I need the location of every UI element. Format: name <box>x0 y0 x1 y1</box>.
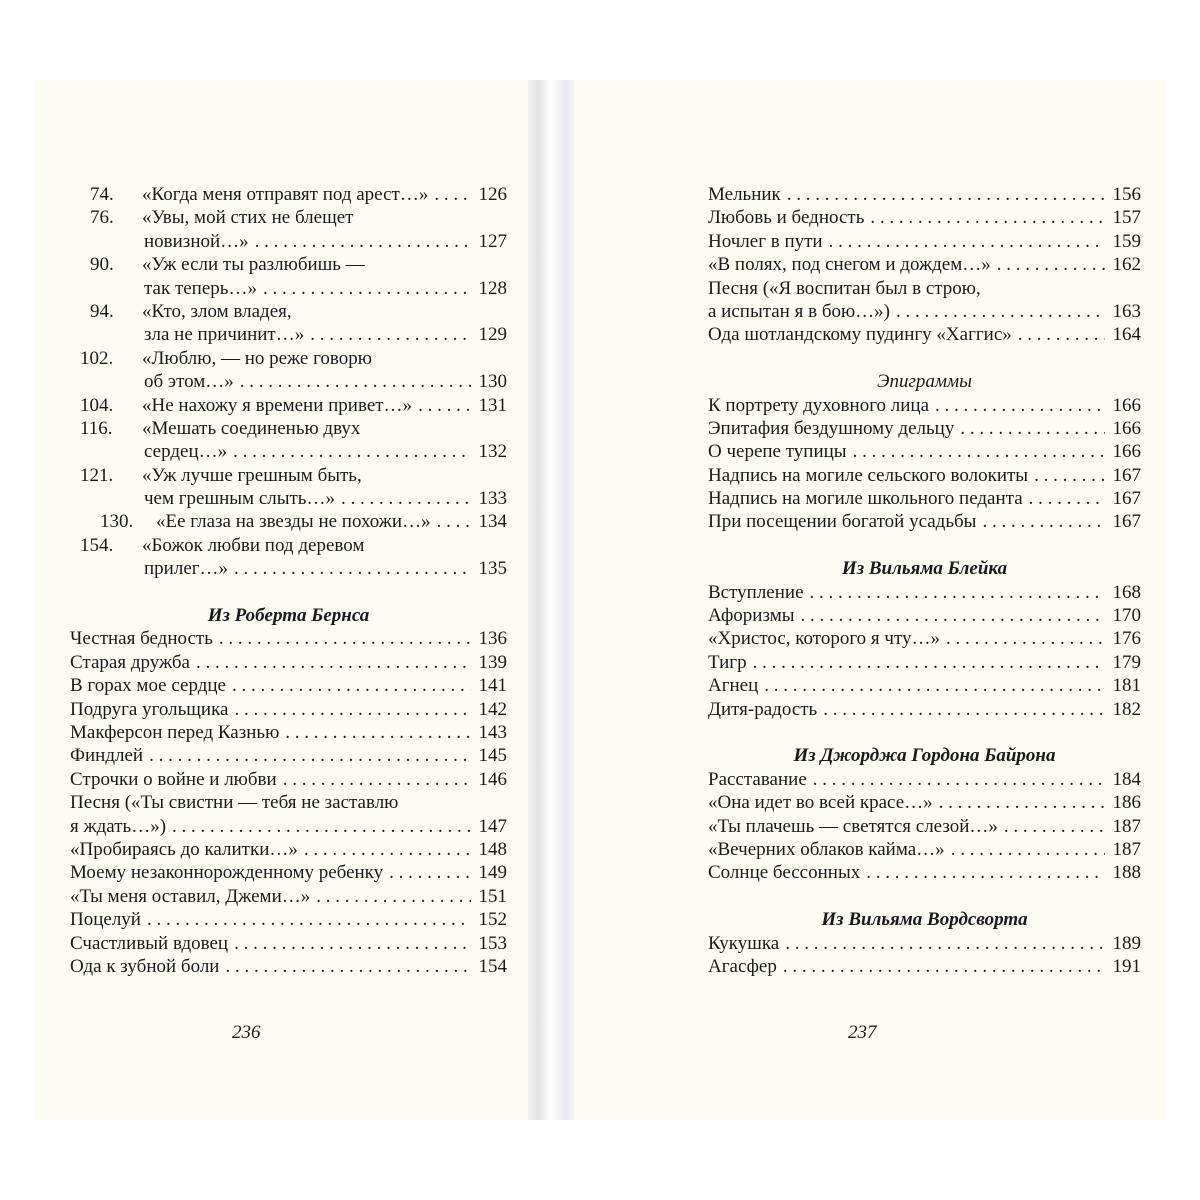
section-heading-blake: Из Вильяма Блейка <box>841 558 1008 580</box>
entry-title: новизной…» <box>144 230 249 252</box>
dot-leader <box>801 604 1105 627</box>
entry-title: об этом…» <box>144 371 234 393</box>
entry-title: Поцелуй <box>70 909 141 931</box>
section-heading-wordsworth: Из Вильяма Вордсворта <box>821 909 1028 931</box>
dot-leader <box>1034 464 1105 487</box>
toc-entry <box>70 510 507 533</box>
section-heading-byron: Из Джорджа Гордона Байрона <box>793 745 1056 767</box>
entry-title: Песня («Я воспитан был в строю, <box>708 277 981 299</box>
entry-page-number: 179 <box>1112 651 1141 673</box>
dot-leader <box>939 791 1105 814</box>
entry-page-number: 167 <box>1112 488 1141 510</box>
toc-entry <box>708 932 1141 955</box>
dot-leader <box>951 838 1105 861</box>
entry-page-number: 170 <box>1112 605 1141 627</box>
entry-title: Мельник <box>708 184 781 205</box>
entry-title: «Христос, которого я чту…» <box>708 628 941 650</box>
toc-entry <box>708 838 1141 861</box>
entry-number: 121. <box>80 464 114 486</box>
entry-title: я ждать…») <box>70 815 167 837</box>
page-number-right: 237 <box>848 1022 877 1043</box>
left-table-of-contents <box>70 183 507 978</box>
dot-leader <box>823 698 1105 721</box>
dot-leader <box>147 908 471 931</box>
dot-leader <box>829 230 1105 253</box>
dot-leader <box>234 698 471 721</box>
entry-title: При посещении богатой усадьбы <box>708 511 977 533</box>
dot-leader <box>196 651 471 674</box>
dot-leader <box>255 230 471 253</box>
entry-page-number: 167 <box>1112 464 1141 486</box>
entry-title: Строчки о войне и любви <box>70 768 277 790</box>
dot-leader <box>982 510 1105 533</box>
toc-entry <box>70 206 507 229</box>
entry-page-number: 131 <box>478 394 507 416</box>
toc-entry <box>708 861 1141 884</box>
dot-leader <box>341 487 471 510</box>
entry-title: «Пробираясь до калитки…» <box>70 838 298 860</box>
toc-entry <box>708 394 1141 417</box>
toc-entry <box>708 230 1141 253</box>
dot-leader <box>263 277 471 300</box>
entry-page-number: 182 <box>1112 698 1141 720</box>
entry-title: Агасфер <box>708 955 777 977</box>
toc-entry <box>708 815 1141 838</box>
entry-page-number: 129 <box>478 324 507 346</box>
dot-leader <box>870 206 1105 229</box>
entry-title: Финдлей <box>70 745 144 767</box>
entry-page-number: 187 <box>1112 815 1141 837</box>
toc-entry <box>708 440 1141 463</box>
entry-page-number: 136 <box>478 628 507 650</box>
dot-leader <box>283 768 471 791</box>
dot-leader <box>753 651 1105 674</box>
entry-page-number: 181 <box>1112 675 1141 697</box>
dot-leader <box>240 370 471 393</box>
toc-entry <box>70 908 507 931</box>
entry-title: В горах мое сердце <box>70 675 226 697</box>
blake-list <box>708 581 1141 721</box>
entry-title: Тигр <box>708 651 747 673</box>
entry-title: О черепе тупицы <box>708 441 847 463</box>
entry-number: 90. <box>90 254 114 276</box>
toc-entry <box>70 300 507 323</box>
entry-title: Макферсон перед Казнью <box>70 721 280 743</box>
dot-leader <box>764 674 1105 697</box>
entry-title: Любовь и бедность <box>708 207 865 229</box>
entry-page-number: 163 <box>1112 300 1141 322</box>
entry-title: «Уж лучше грешным быть, <box>142 464 362 486</box>
burns-list <box>70 627 507 978</box>
dot-leader <box>866 861 1105 884</box>
toc-entry <box>70 370 507 393</box>
dot-leader <box>219 627 471 650</box>
dot-leader <box>813 768 1105 791</box>
entry-page-number: 149 <box>478 862 507 884</box>
dot-leader <box>935 394 1105 417</box>
toc-entry <box>70 955 507 978</box>
entry-page-number: 184 <box>1112 768 1141 790</box>
entry-page-number: 142 <box>478 698 507 720</box>
dot-leader <box>225 955 471 978</box>
entry-number: 130. <box>100 511 134 533</box>
entry-page-number: 130 <box>478 371 507 393</box>
toc-entry <box>708 955 1141 978</box>
dot-leader <box>310 323 471 346</box>
entry-title: «Божок любви под деревом <box>142 534 365 556</box>
toc-entry <box>708 698 1141 721</box>
dot-leader <box>233 440 471 463</box>
entry-page-number: 128 <box>478 277 507 299</box>
entry-number: 116. <box>80 417 113 439</box>
entry-number: 102. <box>80 347 114 369</box>
section-heading-burns: Из Роберта Бернса <box>207 605 370 627</box>
entry-title: К портрету духовного лица <box>708 394 930 416</box>
toc-entry <box>70 417 507 440</box>
entry-title: Вступление <box>708 581 804 603</box>
entry-title: Счастливый вдовец <box>70 932 229 954</box>
entry-title: «В полях, под снегом и дождем…» <box>708 254 991 276</box>
entry-title: так теперь…» <box>144 277 257 299</box>
toc-entry <box>708 674 1141 697</box>
entry-page-number: 176 <box>1112 628 1141 650</box>
entry-title: Песня («Ты свистни — тебя не заставлю <box>70 792 399 814</box>
entry-title: «Ты плачешь — светятся слезой…» <box>708 815 998 837</box>
toc-entry <box>708 417 1141 440</box>
entry-title: «Мешать соединенью двух <box>142 417 361 439</box>
entry-number: 94. <box>90 300 114 322</box>
dot-leader <box>434 183 471 206</box>
dot-leader <box>997 253 1105 276</box>
toc-entry <box>70 534 507 557</box>
entry-title: Старая дружба <box>70 651 190 673</box>
entry-page-number: 164 <box>1112 324 1141 346</box>
dot-leader <box>234 557 471 580</box>
entry-title: Ночлег в пути <box>708 230 823 252</box>
entry-page-number: 168 <box>1112 581 1141 603</box>
entry-page-number: 146 <box>478 768 507 790</box>
entry-number: 154. <box>80 534 114 556</box>
right-table-of-contents <box>708 183 1141 978</box>
toc-entry <box>70 394 507 417</box>
wordsworth-list <box>708 932 1141 979</box>
toc-entry <box>70 885 507 908</box>
entry-page-number: 145 <box>478 745 507 767</box>
toc-entry <box>70 323 507 346</box>
entry-title: Ода шотландскому пудингу «Хаггис» <box>708 324 1012 346</box>
dot-leader <box>304 838 471 861</box>
burns-list-continued <box>708 183 1141 347</box>
toc-entry <box>70 838 507 861</box>
entry-title: Моему незаконнорожденному ребенку <box>70 862 384 884</box>
entry-number: 74. <box>90 184 114 205</box>
toc-entry <box>708 323 1141 346</box>
dot-leader <box>1018 323 1105 346</box>
entry-number: 76. <box>90 207 114 229</box>
entry-page-number: 162 <box>1112 254 1141 276</box>
byron-list <box>708 768 1141 885</box>
toc-entry <box>708 627 1141 650</box>
dot-leader <box>1029 487 1105 510</box>
entry-page-number: 151 <box>478 885 507 907</box>
entry-page-number: 141 <box>478 675 507 697</box>
entry-title: «Уж если ты разлюбишь — <box>142 254 365 276</box>
dot-leader <box>149 744 471 767</box>
entry-page-number: 166 <box>1112 394 1141 416</box>
page-number-left: 236 <box>232 1022 261 1043</box>
entry-title: «Увы, мой стих не блещет <box>142 207 354 229</box>
toc-entry <box>70 791 507 814</box>
toc-entry <box>70 698 507 721</box>
entry-page-number: 188 <box>1112 862 1141 884</box>
toc-entry <box>70 347 507 370</box>
entry-title: «Не нахожу я времени привет…» <box>142 394 413 416</box>
entry-number: 104. <box>80 394 114 416</box>
entry-page-number: 186 <box>1112 792 1141 814</box>
entry-title: Дитя-радость <box>708 698 818 720</box>
entry-page-number: 166 <box>1112 441 1141 463</box>
entry-title: Подруга угольщика <box>70 698 229 720</box>
dot-leader <box>787 183 1105 206</box>
toc-entry <box>70 440 507 463</box>
dot-leader <box>896 300 1105 323</box>
toc-entry <box>708 277 1141 300</box>
toc-entry <box>70 627 507 650</box>
toc-entry <box>70 557 507 580</box>
dot-leader <box>285 721 471 744</box>
toc-entry <box>70 815 507 838</box>
entry-page-number: 156 <box>1112 184 1141 205</box>
entry-page-number: 139 <box>478 651 507 673</box>
dot-leader <box>946 627 1105 650</box>
dot-leader <box>783 955 1105 978</box>
entry-page-number: 167 <box>1112 511 1141 533</box>
entry-page-number: 127 <box>478 230 507 252</box>
dot-leader <box>437 510 471 533</box>
toc-entry <box>708 300 1141 323</box>
entry-title: «Ты меня оставил, Джеми…» <box>70 885 311 907</box>
entry-title: Агнец <box>708 675 759 697</box>
toc-entry <box>708 253 1141 276</box>
toc-entry <box>70 861 507 884</box>
toc-entry <box>708 651 1141 674</box>
toc-entry <box>708 487 1141 510</box>
dot-leader <box>232 674 471 697</box>
entry-page-number: 133 <box>478 488 507 510</box>
entry-title: Расставание <box>708 768 807 790</box>
entry-title: Афоризмы <box>708 605 795 627</box>
entry-title: «Люблю, — но реже говорю <box>142 347 372 369</box>
entry-page-number: 153 <box>478 932 507 954</box>
entry-title: Надпись на могиле сельского волокиты <box>708 464 1029 486</box>
dot-leader <box>234 932 471 955</box>
dot-leader <box>172 815 471 838</box>
dot-leader <box>853 440 1105 463</box>
entry-title: Честная бедность <box>70 628 213 650</box>
entry-page-number: 159 <box>1112 230 1141 252</box>
toc-entry <box>70 253 507 276</box>
entry-title: сердец…» <box>144 441 228 463</box>
toc-entry <box>708 183 1141 206</box>
entry-title: Кукушка <box>708 932 780 954</box>
entry-page-number: 166 <box>1112 417 1141 439</box>
toc-entry <box>70 277 507 300</box>
dot-leader <box>1004 815 1105 838</box>
toc-entry <box>70 721 507 744</box>
entry-page-number: 143 <box>478 721 507 743</box>
entry-page-number: 134 <box>478 511 507 533</box>
entry-title: чем грешным слыть…» <box>144 488 335 510</box>
entry-title: «Ее глаза на звезды не похожи…» <box>156 511 431 533</box>
toc-entry <box>70 768 507 791</box>
dot-leader <box>810 581 1105 604</box>
toc-entry <box>70 674 507 697</box>
toc-entry <box>708 791 1141 814</box>
entry-page-number: 148 <box>478 838 507 860</box>
entry-page-number: 132 <box>478 441 507 463</box>
toc-entry <box>708 581 1141 604</box>
toc-entry <box>70 651 507 674</box>
book-spine <box>528 80 576 1120</box>
dot-leader <box>960 417 1105 440</box>
toc-entry <box>70 744 507 767</box>
entry-page-number: 191 <box>1112 955 1141 977</box>
toc-entry <box>708 604 1141 627</box>
entry-title: а испытан я в бою…») <box>708 300 891 322</box>
entry-title: зла не причинит…» <box>144 324 305 346</box>
toc-entry <box>70 183 507 206</box>
entry-page-number: 147 <box>478 815 507 837</box>
entry-title: «Вечерних облаков кайма…» <box>708 838 945 860</box>
entry-page-number: 154 <box>478 955 507 977</box>
entry-title: «Кто, злом владея, <box>142 300 292 322</box>
section-heading-epigrams: Эпиграммы <box>877 371 972 393</box>
entry-title: прилег…» <box>144 558 229 580</box>
entry-title: Ода к зубной боли <box>70 955 220 977</box>
dot-leader <box>316 885 471 908</box>
toc-entry <box>708 510 1141 533</box>
entry-title: «Она идет во всей красе…» <box>708 792 933 814</box>
entry-title: «Когда меня отправят под арест…» <box>142 184 429 205</box>
entry-page-number: 157 <box>1112 207 1141 229</box>
entry-title: Солнце бессонных <box>708 862 861 884</box>
entry-page-number: 187 <box>1112 838 1141 860</box>
toc-entry <box>70 230 507 253</box>
epigrams-list <box>708 394 1141 534</box>
entry-page-number: 152 <box>478 909 507 931</box>
entry-page-number: 135 <box>478 558 507 580</box>
toc-entry <box>70 932 507 955</box>
dot-leader <box>418 394 471 417</box>
entry-title: Эпитафия бездушному дельцу <box>708 417 955 439</box>
dot-leader <box>389 861 471 884</box>
toc-entry <box>70 487 507 510</box>
toc-entry <box>708 464 1141 487</box>
entry-page-number: 126 <box>478 184 507 205</box>
toc-entry <box>708 768 1141 791</box>
entry-title: Надпись на могиле школьного педанта <box>708 488 1023 510</box>
toc-entry <box>708 206 1141 229</box>
dot-leader <box>785 932 1105 955</box>
toc-entry <box>70 464 507 487</box>
numbered-sonnet-list <box>70 183 507 581</box>
entry-page-number: 189 <box>1112 932 1141 954</box>
